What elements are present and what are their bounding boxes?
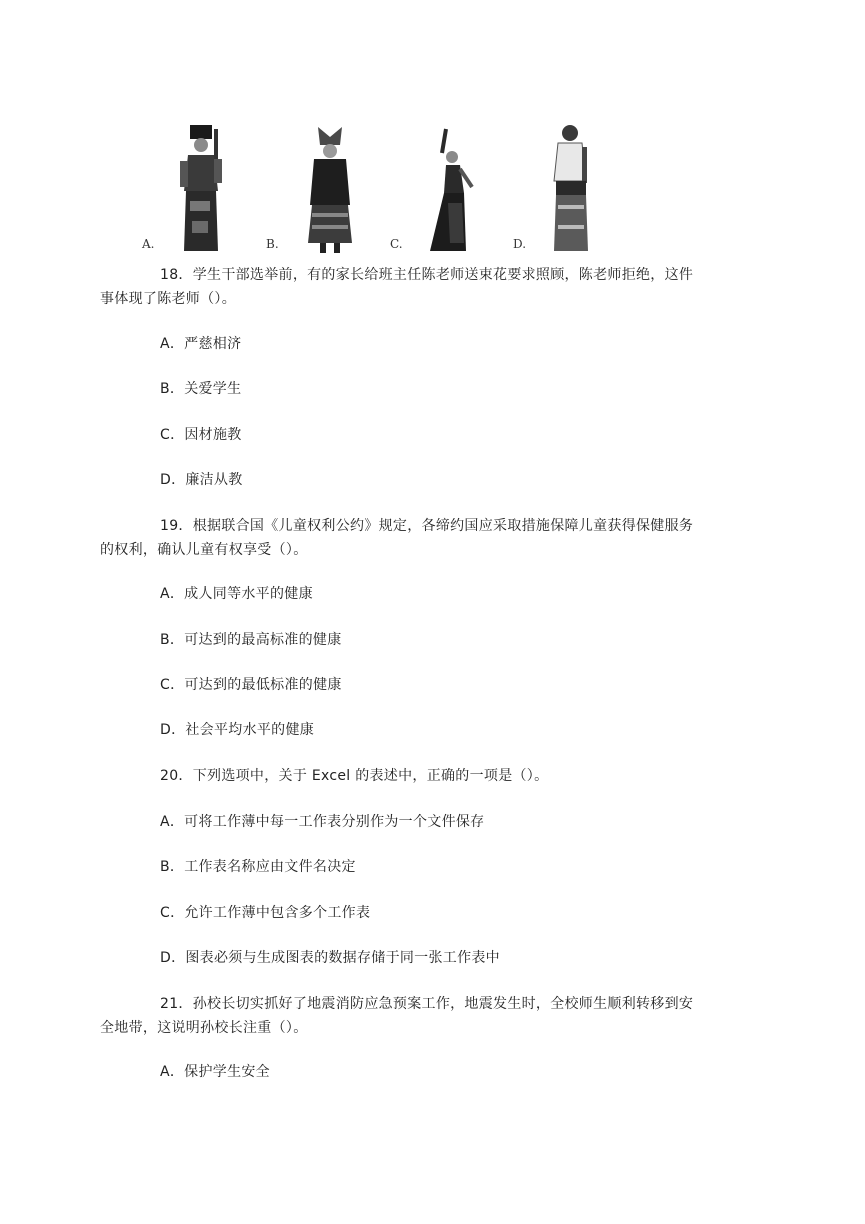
question-18-option-c: C．因材施教 — [160, 427, 242, 443]
question-18-line1: 18．学生干部选举前，有的家长给班主任陈老师送束花要求照顾，陈老师拒绝，这件 — [160, 267, 694, 283]
question-21-option-a: A．保护学生安全 — [160, 1064, 270, 1080]
question-19 — [100, 514, 740, 562]
question-20-option-a: A．可将工作薄中每一工作表分别作为一个文件保存 — [160, 814, 485, 830]
question-19-line1: 19．根据联合国《儿童权利公约》规定，各缔约国应采取措施保障儿童获得保健服务 — [160, 518, 694, 534]
question-20-option-b: B．工作表名称应由文件名决定 — [160, 859, 356, 875]
figure-label-b: B. — [266, 237, 279, 251]
question-18 — [100, 263, 740, 311]
question-21-line1: 21．孙校长切实抓好了地震消防应急预案工作，地震发生时，全校师生顺利转移到安 — [160, 996, 694, 1012]
question-18-option-a: A．严慈相济 — [160, 336, 242, 352]
question-19-option-d: D．社会平均水平的健康 — [160, 722, 315, 738]
question-20-option-c: C．允许工作薄中包含多个工作表 — [160, 905, 371, 921]
question-19-option-c: C．可达到的最低标准的健康 — [160, 677, 342, 693]
question-19-option-a: A．成人同等水平的健康 — [160, 586, 313, 602]
figure-a-image — [170, 121, 230, 253]
question-20-option-d: D．图表必须与生成图表的数据存储于同一张工作表中 — [160, 950, 500, 966]
question-19-line2: 的权利，确认儿童有权享受（）。 — [100, 542, 308, 558]
costume-figures — [140, 118, 620, 253]
figure-label-c: C. — [390, 237, 403, 251]
figure-b-image — [300, 125, 360, 253]
question-21 — [100, 992, 740, 1040]
figure-c-image — [422, 123, 482, 253]
question-19-option-b: B．可达到的最高标准的健康 — [160, 632, 342, 648]
figure-label-a: A. — [142, 237, 155, 251]
question-21-line2: 全地带，这说明孙校长注重（）。 — [100, 1020, 308, 1036]
question-20 — [160, 764, 740, 788]
question-20-line1: 20．下列选项中，关于 Excel 的表述中，正确的一项是（）。 — [160, 768, 549, 784]
figure-label-d: D. — [513, 237, 527, 251]
question-18-option-d: D．廉洁从教 — [160, 472, 243, 488]
question-18-option-b: B．关爱学生 — [160, 381, 242, 397]
question-18-line2: 事体现了陈老师（）。 — [100, 291, 236, 307]
figure-d-image — [548, 121, 598, 253]
